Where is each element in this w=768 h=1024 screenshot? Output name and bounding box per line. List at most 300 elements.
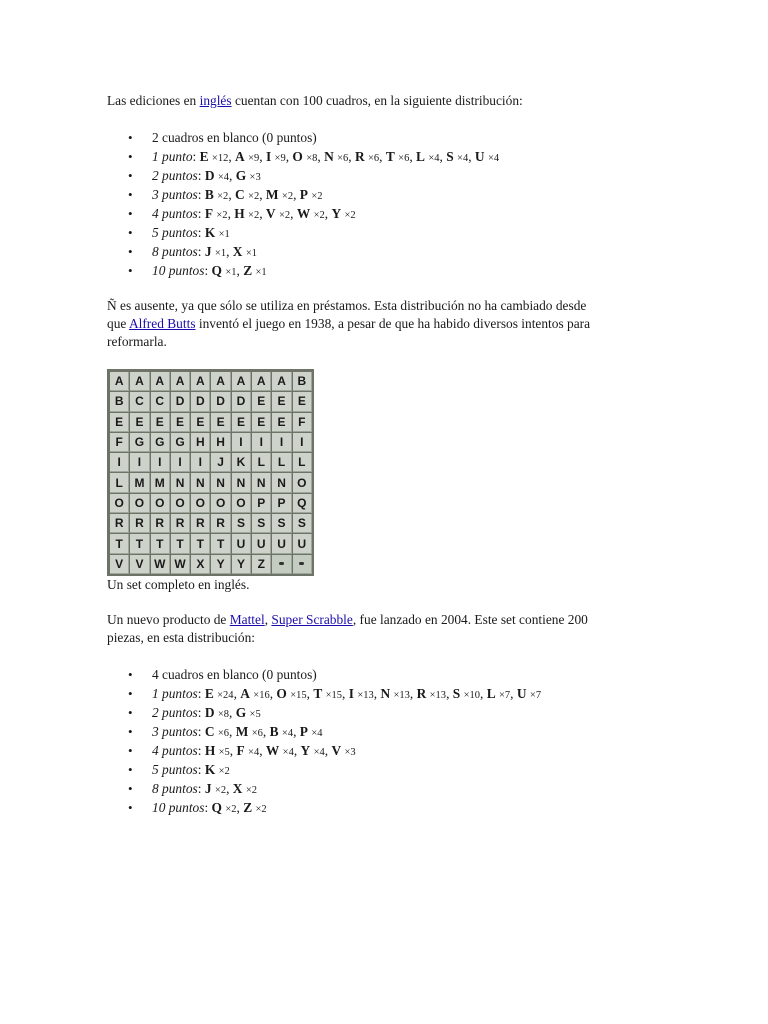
letter: X [232, 781, 243, 796]
letter-count: ×6 [251, 728, 263, 739]
letter-tile [293, 453, 312, 472]
letter-count: ×13 [393, 690, 410, 701]
letter-tile [293, 372, 312, 391]
bullet-icon: • [128, 149, 133, 164]
bullet-icon: • [128, 130, 133, 145]
points-category: 5 puntos [152, 762, 198, 777]
tile-letter: F [298, 414, 306, 429]
letter: R [416, 686, 427, 701]
tile-letter: N [256, 475, 266, 490]
letter: Q [211, 800, 222, 815]
tile-letter: T [135, 536, 144, 551]
tile-letter: W [174, 556, 186, 571]
letter-tile [110, 473, 129, 492]
letter: P [299, 724, 308, 739]
letter-tile [252, 514, 271, 533]
tile-letter: N [216, 475, 225, 490]
letter: S [452, 686, 461, 701]
scrabble-tiles-photo [107, 369, 314, 576]
letter-tile [272, 514, 291, 533]
tile-letter: E [196, 414, 205, 429]
tile-letter: S [257, 516, 266, 531]
letter-count: ×4 [311, 728, 323, 739]
letter-tile [110, 372, 129, 391]
bullet-icon: • [128, 724, 133, 739]
letter-tile [171, 413, 190, 432]
letter: M [265, 187, 279, 202]
letter-tile [110, 494, 129, 513]
tile-letter: E [297, 394, 306, 409]
tile-letter: I [239, 435, 243, 450]
tile-letter: A [135, 374, 144, 389]
letter: D [204, 168, 215, 183]
tile-grid [110, 372, 312, 574]
letter-tile [110, 413, 129, 432]
bullet-icon: • [128, 800, 133, 815]
letter: F [204, 206, 214, 221]
letter-count: ×1 [225, 267, 237, 278]
letter-count: ×6 [398, 153, 410, 164]
letter: I [348, 686, 354, 701]
tile-letter: I [158, 455, 162, 470]
points-category: 1 punto [152, 149, 193, 164]
list-item: • 5 puntos: K ×2 [128, 762, 230, 777]
letter-tile [191, 514, 210, 533]
letter-tile [232, 372, 251, 391]
letter-tile [130, 372, 149, 391]
letter-tile [171, 473, 190, 492]
tile-letter: T [156, 536, 164, 551]
tile-letter: I [137, 455, 142, 470]
tile-letter: E [236, 414, 245, 429]
tile-letter: A [155, 374, 165, 389]
letter-tile [211, 494, 230, 513]
letter-tile [272, 413, 291, 432]
letter-tile [211, 534, 230, 553]
bullet-icon: • [128, 187, 133, 202]
letter-tile [252, 473, 271, 492]
blank-tile [293, 555, 312, 574]
tile-letter: I [279, 435, 284, 450]
letter: N [324, 149, 334, 164]
letter-count: ×3 [249, 172, 261, 183]
letter-tile [252, 453, 271, 472]
letter-tile [191, 453, 210, 472]
letter-tile [293, 534, 312, 553]
letter-count: ×9 [274, 153, 286, 164]
points-category: 4 puntos [152, 206, 198, 221]
letter-tile [252, 413, 271, 432]
letter-count: ×6 [217, 728, 230, 739]
tile-letter: O [114, 495, 124, 510]
link-ingles[interactable]: inglés [199, 93, 232, 108]
letter-tile [171, 372, 190, 391]
letter-tile [151, 534, 170, 553]
tile-letter: A [277, 374, 286, 389]
letter-count: ×4 [428, 153, 440, 164]
letter: A [235, 149, 245, 164]
letter: Z [243, 263, 253, 278]
tile-letter: O [155, 495, 165, 510]
letter-count: ×2 [248, 191, 260, 202]
link-super-scrabble[interactable]: Super Scrabble [271, 612, 353, 627]
tile-letter: C [155, 394, 165, 409]
letter-tile [151, 473, 170, 492]
tile-letter: I [300, 435, 304, 450]
letter-tile [293, 413, 312, 432]
bullet-icon: • [128, 781, 133, 796]
letter: Y [300, 743, 311, 758]
blank-tile-mark-icon [299, 562, 304, 565]
tile-letter: R [114, 516, 124, 531]
letter-tile [151, 453, 170, 472]
tile-letter: M [154, 475, 165, 490]
tile-letter: Y [236, 556, 245, 571]
letter-count: ×1 [214, 248, 227, 259]
list-item: • 1 punto: E ×12, A ×9, I ×9, O ×8, N ×6, R ×6, T ×6, L ×4, S ×4, U ×4 [128, 149, 500, 164]
letter-tile [130, 433, 149, 452]
tile-letter: D [175, 394, 185, 409]
letter-count: ×5 [218, 747, 230, 758]
letter-count: ×1 [255, 267, 267, 278]
blank-tile-mark-icon [279, 562, 284, 565]
letter-tile [232, 433, 251, 452]
letter: G [235, 705, 247, 720]
letter-tile [272, 372, 291, 391]
tile-letter: O [215, 495, 226, 510]
points-category: 8 puntos [152, 781, 198, 796]
letter-tile [171, 534, 190, 553]
points-category: 10 puntos [152, 800, 205, 815]
letter-tile [272, 473, 291, 492]
letter-count: ×7 [529, 690, 542, 701]
tile-letter: L [277, 455, 286, 470]
list-item: • 2 puntos: D ×8, G ×5 [128, 705, 261, 720]
letter: L [486, 686, 496, 701]
letter-tile [191, 392, 210, 411]
tile-letter: U [297, 536, 307, 551]
letter-count: ×2 [255, 804, 267, 815]
blank-tile [272, 555, 291, 574]
letter-count: ×4 [457, 153, 469, 164]
letter-tile [232, 392, 251, 411]
letter-tile [252, 392, 271, 411]
letter-tile [151, 372, 170, 391]
letter-count: ×2 [248, 210, 260, 221]
letter: T [385, 149, 395, 164]
letter-tile [130, 413, 149, 432]
tile-letter: D [216, 394, 225, 409]
tile-letter: E [277, 414, 286, 429]
letter-count: ×2 [313, 210, 325, 221]
letter: X [232, 244, 243, 259]
tile-letter: P [277, 495, 286, 510]
list-item [107, 665, 652, 684]
points-category: 2 puntos [152, 168, 198, 183]
letter: O [292, 149, 303, 164]
letter-tile [151, 413, 170, 432]
tile-letter: T [176, 536, 184, 551]
letter-tile [130, 514, 149, 533]
tile-letter: U [256, 536, 266, 551]
blank-tiles-text: 4 cuadros en blanco (0 puntos) [152, 667, 317, 682]
list-item: • 4 puntos: H ×5, F ×4, W ×4, Y ×4, V ×3 [128, 743, 356, 758]
letter-tile [151, 494, 170, 513]
letter-tile [232, 413, 251, 432]
tile-letter: O [134, 495, 145, 510]
letter-tile [272, 494, 291, 513]
letter-tile [171, 494, 190, 513]
letter-tile [110, 392, 129, 411]
list-item: • 3 puntos: B ×2, C ×2, M ×2, P ×2 [128, 187, 323, 202]
bullet-icon: • [128, 686, 133, 701]
letter-tile [211, 453, 230, 472]
points-category: 4 puntos [152, 743, 198, 758]
tile-letter: L [298, 455, 306, 470]
list-item: • 4 puntos: F ×2, H ×2, V ×2, W ×2, Y ×2 [128, 206, 356, 221]
letter-count: ×15 [290, 690, 307, 701]
letter-tile [211, 433, 230, 452]
letter: Z [243, 800, 253, 815]
letter-tile [293, 433, 312, 452]
letter: T [313, 686, 323, 701]
letter-count: ×2 [311, 191, 323, 202]
letter-count: ×15 [325, 690, 343, 701]
tile-letter: L [115, 475, 123, 490]
bullet-icon: • [128, 225, 133, 240]
list-item: • 10 puntos: Q ×1, Z ×1 [128, 263, 267, 278]
points-category: 2 puntos [152, 705, 198, 720]
tile-letter: Z [257, 556, 265, 571]
letter-count: ×2 [218, 766, 230, 777]
tile-letter: N [277, 475, 286, 490]
letter-count: ×4 [281, 728, 294, 739]
letter-tile [211, 514, 230, 533]
tile-letter: E [277, 394, 286, 409]
letter-tile [293, 392, 312, 411]
letter-count: ×4 [217, 172, 230, 183]
letter-tile [211, 473, 230, 492]
letter-tile [272, 433, 291, 452]
letter: C [235, 187, 245, 202]
letter: U [516, 686, 527, 701]
letter: P [299, 187, 308, 202]
letter: W [296, 206, 311, 221]
letter-tile [232, 534, 251, 553]
letter-tile [151, 433, 170, 452]
letter-count: ×13 [429, 690, 447, 701]
letter: L [416, 149, 425, 164]
letter: K [204, 762, 216, 777]
list-item: • 2 puntos: D ×4, G ×3 [128, 168, 261, 183]
letter-tile [232, 453, 251, 472]
points-category: 8 puntos [152, 244, 198, 259]
letter: K [204, 225, 216, 240]
letter-tile [191, 372, 210, 391]
points-category: 5 puntos [152, 225, 198, 240]
tile-letter: A [175, 374, 185, 389]
tile-letter: N [196, 475, 205, 490]
distribution-list-english [107, 128, 652, 280]
letter-tile [130, 494, 149, 513]
tile-letter: A [236, 374, 246, 389]
tile-letter: G [155, 435, 165, 450]
list-item: • 1 puntos: E ×24, A ×16, O ×15, T ×15, I ×13, N ×13, R ×13, S ×10, L ×7, U ×7 [128, 686, 542, 701]
tile-letter: E [216, 414, 225, 429]
list-item: • 8 puntos: J ×2, X ×2 [128, 781, 257, 796]
letter: N [380, 686, 391, 701]
tile-letter: G [175, 435, 185, 450]
letter-count: ×24 [217, 690, 234, 701]
letter-tile [130, 534, 149, 553]
tile-letter: U [236, 536, 246, 551]
letter-tile [191, 555, 210, 574]
letter-tile [171, 392, 190, 411]
letter-tile [191, 494, 210, 513]
letter-count: ×4 [248, 747, 260, 758]
letter-count: ×1 [245, 248, 257, 259]
blank-tiles-text: 2 cuadros en blanco (0 puntos) [152, 130, 317, 145]
letter-count: ×12 [211, 153, 229, 164]
letter-tile [211, 392, 230, 411]
letter: A [240, 686, 250, 701]
letter-tile [110, 433, 129, 452]
letter-tile [252, 372, 271, 391]
letter-tile [171, 433, 190, 452]
bullet-icon: • [128, 705, 133, 720]
tile-letter: O [195, 495, 205, 510]
letter-tile [110, 453, 129, 472]
tile-letter: V [135, 556, 144, 571]
letter-tile [272, 534, 291, 553]
letter: J [204, 244, 212, 259]
letter-count: ×8 [306, 153, 318, 164]
letter-tile [252, 494, 271, 513]
letter-count: ×2 [217, 191, 229, 202]
list-item: • 5 puntos: K ×1 [128, 225, 230, 240]
tile-letter: F [115, 435, 123, 450]
image-caption: Un set completo en inglés. [107, 577, 250, 592]
letter-tile [130, 392, 149, 411]
paragraph-n-absent: Ñ es ausente, ya que sólo se utiliza en préstamos. Esta distribución no ha cambiado desde que Alfred Butts inventó el juego en 1938, a pesar de que ha habido diversos intentos para reformarla. [107, 298, 591, 349]
tile-letter: C [135, 394, 144, 409]
letter-count: ×9 [248, 153, 260, 164]
tile-letter: E [155, 414, 164, 429]
tile-letter: E [115, 414, 124, 429]
letter: C [204, 724, 215, 739]
letter-tile [191, 413, 210, 432]
letter-tile [130, 473, 149, 492]
tile-letter: A [114, 374, 124, 389]
letter-count: ×2 [225, 804, 237, 815]
letter-count: ×4 [282, 747, 294, 758]
letter-tile [130, 453, 149, 472]
letter-tile [211, 372, 230, 391]
tile-letter: S [297, 516, 306, 531]
tile-letter: O [175, 495, 185, 510]
tile-letter: E [176, 414, 185, 429]
letter-count: ×2 [344, 210, 356, 221]
letter-tile [171, 555, 190, 574]
distribution-list-super-scrabble [107, 665, 652, 817]
tile-letter: O [297, 475, 307, 490]
tile-letter: R [196, 516, 205, 531]
letter-tile [272, 453, 291, 472]
tile-letter: I [198, 455, 202, 470]
letter-tile [272, 392, 291, 411]
letter: Y [331, 206, 342, 221]
letter-tile [211, 555, 230, 574]
tile-letter: B [297, 374, 307, 389]
tile-letter: Y [216, 556, 225, 571]
letter-tile [171, 514, 190, 533]
letter-count: ×16 [253, 690, 270, 701]
tile-letter: E [257, 394, 266, 409]
tile-letter: Q [297, 495, 307, 510]
tile-letter: A [216, 374, 225, 389]
tile-letter: K [236, 455, 246, 470]
bullet-icon: • [128, 168, 133, 183]
tile-letter: R [155, 516, 165, 531]
tile-letter: R [216, 516, 225, 531]
letter: S [446, 149, 454, 164]
letter: Q [211, 263, 222, 278]
letter-tile [130, 555, 149, 574]
letter: J [204, 781, 212, 796]
letter-tile [171, 453, 190, 472]
tile-letter: H [216, 435, 225, 450]
tile-letter: B [114, 394, 124, 409]
tile-letter: G [134, 435, 145, 450]
tile-letter: T [196, 536, 204, 551]
letter-count: ×10 [463, 690, 480, 701]
letter-tile [232, 473, 251, 492]
link-mattel[interactable]: Mattel [229, 612, 265, 627]
letter-tile [232, 555, 251, 574]
letter-tile [110, 534, 129, 553]
letter-tile [151, 555, 170, 574]
list-item: • 8 puntos: J ×1, X ×1 [128, 244, 257, 259]
letter: G [235, 168, 247, 183]
letter: B [269, 724, 279, 739]
tile-letter: J [217, 455, 224, 470]
bullet-icon: • [128, 667, 133, 682]
tile-letter: R [175, 516, 185, 531]
letter-count: ×8 [217, 709, 230, 720]
tile-letter: N [175, 475, 185, 490]
letter-tile [252, 534, 271, 553]
tile-letter: T [216, 536, 225, 551]
tile-letter: D [196, 394, 205, 409]
letter-count: ×1 [218, 229, 230, 240]
letter: E [199, 149, 209, 164]
letter: O [276, 686, 287, 701]
link-alfred-butts[interactable]: Alfred Butts [128, 316, 196, 331]
letter-tile [191, 534, 210, 553]
letter-count: ×5 [249, 709, 261, 720]
letter-tile [191, 433, 210, 452]
bullet-icon: • [128, 743, 133, 758]
letter-count: ×4 [487, 153, 500, 164]
bullet-icon: • [128, 244, 133, 259]
tile-letter: H [196, 435, 205, 450]
letter-tile [211, 413, 230, 432]
letter-tile [232, 514, 251, 533]
tile-letter: E [135, 414, 144, 429]
letter: E [204, 686, 214, 701]
bullet-icon: • [128, 263, 133, 278]
letter-tile [293, 514, 312, 533]
